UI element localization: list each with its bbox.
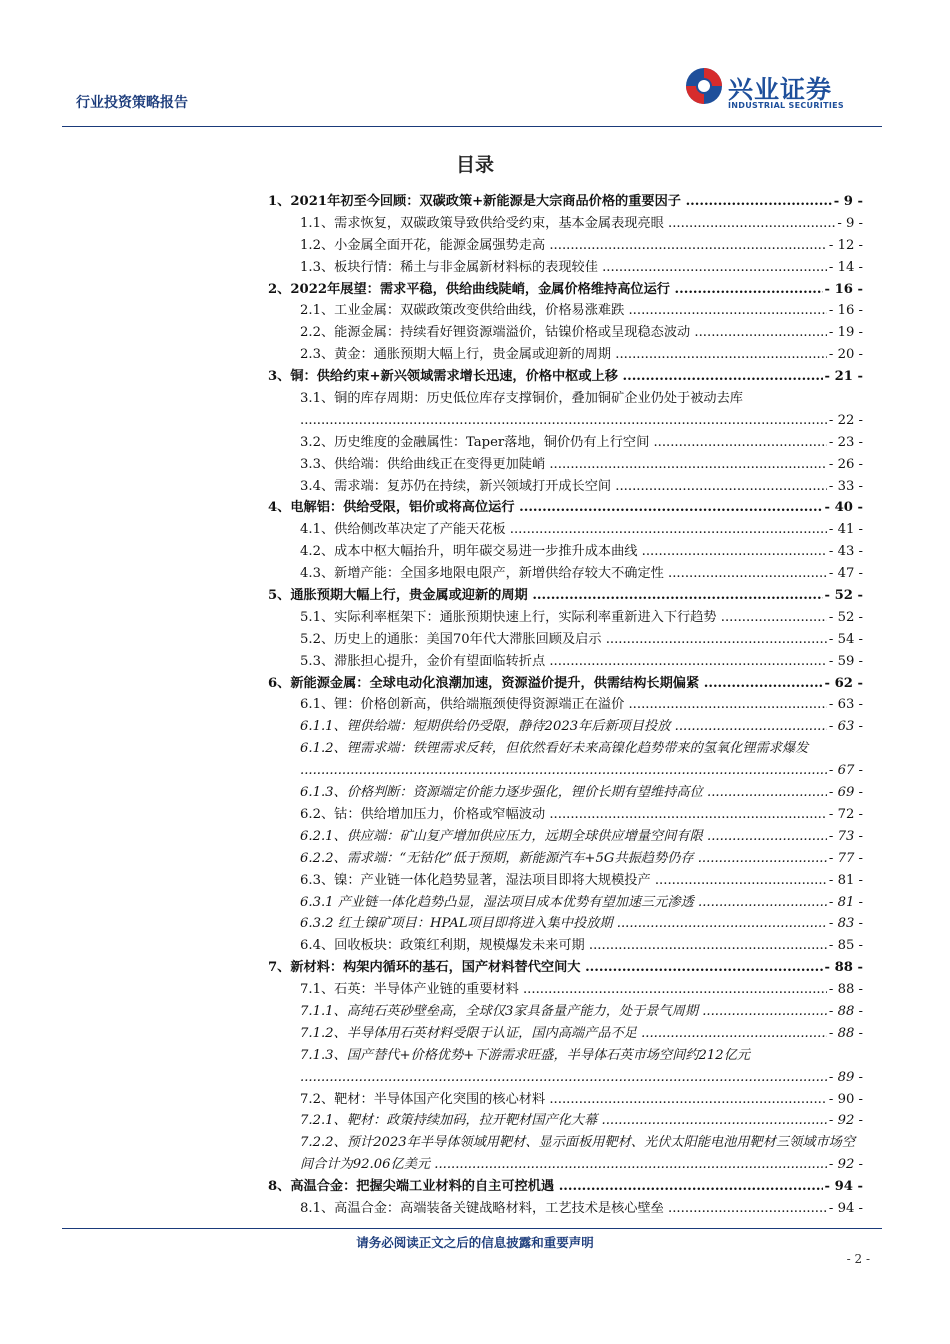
toc-entry-text: 3、铜：供给约束+新兴领域需求增长迅速，价格中枢或上移 ..... — [268, 366, 863, 388]
toc-entry[interactable] — [268, 1001, 863, 1023]
page-title: 目录 — [455, 154, 494, 176]
toc-entry[interactable] — [268, 1110, 863, 1132]
toc-entry-text: 6.1.1、锂供给端：短期供给仍受限，静待2023年后新项目投放 ..... — [300, 716, 863, 738]
toc-entry-text: 6.3.1 产业链一体化趋势凸显，湿法项目成本优势有望加速三元渗透 ..... — [300, 892, 863, 914]
toc-entry-text: 7.2.2、预计2023年半导体领域用靶材、显示面板用靶材、光伏太阳能电池用靶材三领域市场空 — [300, 1135, 856, 1151]
toc-entry-text: 8、高温合金：把握尖端工业材料的自主可控机遇 ..... — [268, 1176, 863, 1198]
toc-page-number: - 92 - — [827, 1110, 863, 1132]
toc-entry[interactable] — [268, 519, 863, 541]
toc-entry[interactable] — [268, 344, 863, 366]
toc-page-number: - 19 - — [827, 322, 863, 344]
toc-entry-text: 1、2021年初至今回顾：双碳政策+新能源是大宗商品价格的重要因子 ..... — [268, 191, 863, 213]
toc-page-number: - 77 - — [827, 848, 863, 870]
toc-entry-text: 2.1、工业金属：双碳政策改变供给曲线，价格易涨难跌 ..... — [300, 300, 863, 322]
toc-entry-text: 7.2、靶材：半导体国产化突围的核心材料 ..... — [300, 1089, 863, 1111]
toc-entry[interactable] — [268, 1176, 863, 1198]
toc-entry[interactable] — [268, 1089, 863, 1111]
toc-entry[interactable] — [268, 913, 863, 935]
toc-page-number: - 73 - — [827, 826, 863, 848]
toc-page-number: - 41 - — [827, 519, 863, 541]
toc-entry[interactable] — [268, 870, 863, 892]
toc-entry[interactable] — [268, 1198, 863, 1220]
toc-page-number: - 52 - — [823, 585, 863, 607]
toc-entry-text: 3.3、供给端：供给曲线正在变得更加陡峭 ..... — [300, 454, 863, 476]
toc-entry-text-cont — [300, 410, 863, 432]
toc-entry-text: 2.2、能源金属：持续看好锂资源端溢价，钴镍价格或呈现稳态波动 ..... — [300, 322, 863, 344]
toc-entry-text: 1.2、小金属全面开花，能源金属强势走高 ..... — [300, 235, 863, 257]
toc-entry[interactable] — [268, 497, 863, 519]
toc-entry[interactable] — [268, 673, 863, 695]
header-divider — [62, 126, 882, 127]
toc-entry[interactable] — [268, 322, 863, 344]
toc-entry[interactable] — [268, 476, 863, 498]
toc-entry[interactable] — [268, 454, 863, 476]
footer-divider — [62, 1228, 882, 1229]
toc-entry[interactable] — [268, 279, 863, 301]
toc-entry-text: 2.3、黄金：通胀预期大幅上行，贵金属或迎新的周期 ..... — [300, 344, 863, 366]
toc-entry-text: 5.1、实际利率框架下：通胀预期快速上行，实际利率重新进入下行趋势 ..... — [300, 607, 863, 629]
toc-entry[interactable] — [268, 651, 863, 673]
toc-entry[interactable] — [268, 1045, 863, 1089]
toc-page-number: - 54 - — [827, 629, 863, 651]
toc-entry[interactable] — [268, 804, 863, 826]
report-type-label: 行业投资策略报告 — [76, 95, 188, 111]
toc-page-number: - 94 - — [823, 1176, 863, 1198]
toc-entry[interactable] — [268, 541, 863, 563]
toc-entry[interactable] — [268, 629, 863, 651]
toc-entry[interactable] — [268, 979, 863, 1001]
toc-page-number: - 16 - — [823, 279, 863, 301]
toc-entry-text: 5、通胀预期大幅上行，贵金属或迎新的周期 ..... — [268, 585, 863, 607]
disclaimer-note: 请务必阅读正文之后的信息披露和重要声明 — [356, 1235, 594, 1250]
toc-page-number: - 9 - — [835, 213, 863, 235]
toc-page-number: - 43 - — [827, 541, 863, 563]
logo-text-cn: 兴业证券 — [728, 75, 833, 104]
toc-entry[interactable] — [268, 432, 863, 454]
toc-entry-text: 1.3、板块行情：稀土与非金属新材料标的表现较佳 ..... — [300, 257, 863, 279]
toc-entry[interactable] — [268, 607, 863, 629]
toc-entry[interactable] — [268, 300, 863, 322]
toc-entry-text: 6、新能源金属：全球电动化浪潮加速，资源溢价提升，供需结构长期偏紧 ..... — [268, 673, 863, 695]
toc-entry[interactable] — [268, 694, 863, 716]
toc-entry-text: 4.3、新增产能：全国多地限电限产，新增供给存较大不确定性 ..... — [300, 563, 863, 585]
toc-page-number: - 40 - — [823, 497, 863, 519]
toc-entry-text: 7.1.3、国产替代+价格优势+下游需求旺盛，半导体石英市场空间约212亿元 — [300, 1047, 751, 1063]
toc-entry-text: 5.2、历史上的通胀：美国70年代大滞胀回顾及启示 ..... — [300, 629, 863, 651]
toc-entry-text: 4、电解铝：供给受限，铝价或将高位运行 ..... — [268, 497, 863, 519]
toc-entry[interactable] — [268, 738, 863, 782]
toc-entry-text: 7.2.1、靶材：政策持续加码，拉开靶材国产化大幕 ..... — [300, 1110, 863, 1132]
toc-entry[interactable] — [268, 892, 863, 914]
toc-page-number: - 72 - — [827, 804, 863, 826]
toc-entry[interactable] — [268, 563, 863, 585]
toc-page-number: - 81 - — [827, 892, 863, 914]
toc-entry[interactable] — [268, 191, 863, 213]
toc-entry-text: 7.1.1、高纯石英砂壁垒高，全球仅3家具备量产能力，处于景气周期 ..... — [300, 1001, 863, 1023]
toc-entry[interactable] — [268, 213, 863, 235]
toc-page-number: - 88 - — [827, 1001, 863, 1023]
toc-entry-text: 8.1、高温合金：高端装备关键战略材料，工艺技术是核心壁垒 ..... — [300, 1198, 863, 1220]
toc-entry[interactable] — [268, 848, 863, 870]
toc-page-number: - 94 - — [827, 1198, 863, 1220]
toc-entry[interactable] — [268, 1023, 863, 1045]
toc-page-number: - 89 - — [827, 1067, 863, 1089]
toc-entry-text: 1.1、需求恢复，双碳政策导致供给受约束，基本金属表现亮眼 ..... — [300, 213, 863, 235]
toc-entry-text: 6.1、锂：价格创新高，供给端瓶颈使得资源端正在溢价 ..... — [300, 694, 863, 716]
toc-page-number: - 88 - — [827, 1023, 863, 1045]
toc-entry-text: 3.1、铜的库存周期：历史低位库存支撑铜价，叠加铜矿企业仍处于被动去库 — [300, 391, 743, 407]
toc-page-number: - 88 - — [827, 979, 863, 1001]
toc-page-number: - 14 - — [827, 257, 863, 279]
toc-entry-text: 6.4、回收板块：政策红利期，规模爆发未来可期 ..... — [300, 935, 863, 957]
toc-entry[interactable] — [268, 957, 863, 979]
toc-entry[interactable] — [268, 388, 863, 432]
toc-page-number: - 83 - — [827, 913, 863, 935]
toc-page-number: - 9 - — [832, 191, 863, 213]
toc-page-number: - 26 - — [827, 454, 863, 476]
toc-page-number: - 16 - — [827, 300, 863, 322]
toc-entry-text-cont: 间合计为92.06亿美元 ..... — [300, 1154, 863, 1176]
toc-entry[interactable] — [268, 257, 863, 279]
toc-page-number: - 81 - — [827, 870, 863, 892]
toc-page-number: - 67 - — [827, 760, 863, 782]
toc-entry-text: 7、新材料：构架内循环的基石，国产材料替代空间大 ..... — [268, 957, 863, 979]
toc-entry[interactable] — [268, 585, 863, 607]
toc-page-number: - 62 - — [823, 673, 863, 695]
toc-page-number: - 47 - — [827, 563, 863, 585]
toc-page-number: - 88 - — [823, 957, 863, 979]
toc-entry-text: 3.2、历史维度的金融属性：Taper落地，铜价仍有上行空间 ..... — [300, 432, 863, 454]
company-logo — [684, 66, 884, 112]
toc-page-number: - 12 - — [827, 235, 863, 257]
toc-entry[interactable] — [268, 935, 863, 957]
toc-entry-text: 7.1、石英：半导体产业链的重要材料 ..... — [300, 979, 863, 1001]
toc-entry-text: 4.1、供给侧改革决定了产能天花板 ..... — [300, 519, 863, 541]
toc-page-number: - 33 - — [827, 476, 863, 498]
page-number: - 2 - — [846, 1252, 870, 1266]
toc-entry-text: 6.2、钴：供给增加压力，价格或窄幅波动 ..... — [300, 804, 863, 826]
table-of-contents — [268, 191, 863, 1220]
toc-entry[interactable] — [268, 235, 863, 257]
toc-entry-text: 6.3、镍：产业链一体化趋势显著，湿法项目即将大规模投产 ..... — [300, 870, 863, 892]
toc-entry-text: 4.2、成本中枢大幅抬升，明年碳交易进一步推升成本曲线 ..... — [300, 541, 863, 563]
toc-page-number: - 23 - — [827, 432, 863, 454]
toc-page-number: - 63 - — [827, 694, 863, 716]
toc-entry[interactable] — [268, 1132, 863, 1176]
toc-entry-text-cont — [300, 760, 863, 782]
toc-page-number: - 63 - — [827, 716, 863, 738]
toc-entry-text: 6.1.3、价格判断：资源端定价能力逐步强化，锂价长期有望维持高位 ..... — [300, 782, 863, 804]
toc-entry-text: 7.1.2、半导体用石英材料受限于认证，国内高端产品不足 ..... — [300, 1023, 863, 1045]
toc-entry-text: 6.3.2 红土镍矿项目：HPAL项目即将进入集中投放期 ..... — [300, 913, 863, 935]
toc-entry-text: 3.4、需求端：复苏仍在持续，新兴领域打开成长空间 ..... — [300, 476, 863, 498]
toc-entry-text: 2、2022年展望：需求平稳，供给曲线陡峭，金属价格维持高位运行 ..... — [268, 279, 863, 301]
toc-entry-text-cont — [300, 1067, 863, 1089]
toc-entry-text: 5.3、滞胀担心提升，金价有望面临转折点 ..... — [300, 651, 863, 673]
toc-entry[interactable] — [268, 366, 863, 388]
toc-entry-text: 6.1.2、锂需求端：铁锂需求反转，但依然看好未来高镍化趋势带来的氢氧化锂需求爆发 — [300, 741, 809, 757]
toc-entry-text: 6.2.1、供应端：矿山复产增加供应压力，远期全球供应增量空间有限 ..... — [300, 826, 863, 848]
toc-entry[interactable] — [268, 716, 863, 738]
toc-page-number: - 92 - — [827, 1154, 863, 1176]
logo-text-en: INDUSTRIAL SECURITIES — [728, 101, 844, 110]
toc-page-number: - 21 - — [823, 366, 863, 388]
logo-mark-icon — [684, 66, 724, 106]
toc-page-number: - 85 - — [827, 935, 863, 957]
page-header — [0, 0, 950, 130]
toc-page-number: - 69 - — [827, 782, 863, 804]
toc-entry[interactable] — [268, 782, 863, 804]
toc-entry[interactable] — [268, 826, 863, 848]
toc-page-number: - 22 - — [827, 410, 863, 432]
toc-page-number: - 20 - — [827, 344, 863, 366]
toc-page-number: - 90 - — [827, 1089, 863, 1111]
toc-entry-text: 6.2.2、需求端：“无钴化”低于预期，新能源汽车+5G共振趋势仍存 ..... — [300, 848, 863, 870]
toc-page-number: - 52 - — [827, 607, 863, 629]
toc-page-number: - 59 - — [827, 651, 863, 673]
